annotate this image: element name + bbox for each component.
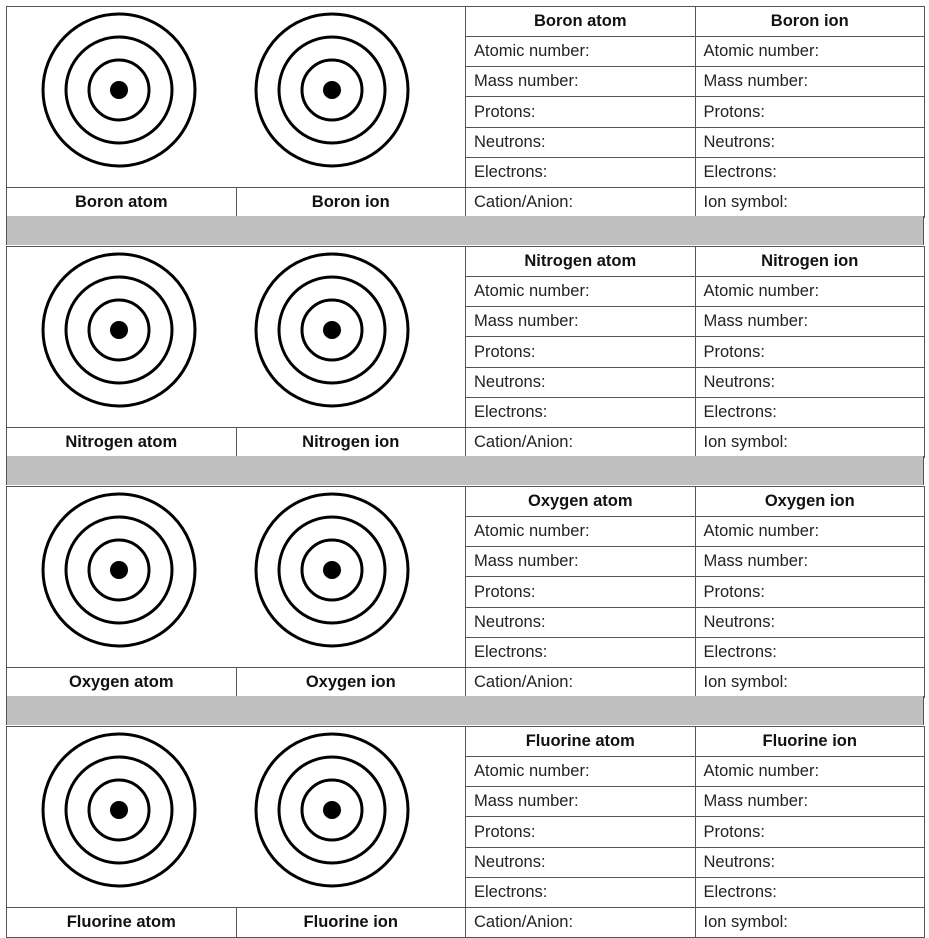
section-divider — [6, 216, 924, 245]
atom-caption: Oxygen atom — [7, 668, 237, 698]
nucleus — [110, 801, 128, 819]
atom-field-label[interactable]: Mass number: — [466, 67, 696, 97]
atom-field-label[interactable]: Neutrons: — [466, 367, 696, 397]
ion-field-label[interactable]: Protons: — [695, 577, 925, 607]
atom-field-label[interactable]: Protons: — [466, 817, 696, 847]
nucleus — [323, 801, 341, 819]
element-section — [6, 486, 924, 696]
atom-field-label[interactable]: Atomic number: — [466, 277, 696, 307]
ion-field-label[interactable]: Neutrons: — [695, 367, 925, 397]
cation-anion-field[interactable]: Cation/Anion: — [466, 188, 696, 218]
atom-column-header: Oxygen atom — [466, 487, 696, 517]
cation-anion-field[interactable]: Cation/Anion: — [466, 668, 696, 698]
ion-field-label[interactable]: Neutrons: — [695, 127, 925, 157]
ion-column-header: Boron ion — [695, 7, 925, 37]
atom-field-label[interactable]: Protons: — [466, 97, 696, 127]
atom-field-label[interactable]: Electrons: — [466, 397, 696, 427]
cation-anion-field[interactable]: Cation/Anion: — [466, 908, 696, 938]
atom-field-label[interactable]: Atomic number: — [466, 37, 696, 67]
ion-field-label[interactable]: Atomic number: — [695, 37, 925, 67]
element-section — [6, 6, 924, 216]
nucleus — [110, 81, 128, 99]
atom-field-label[interactable]: Neutrons: — [466, 127, 696, 157]
ion-field-label[interactable]: Electrons: — [695, 877, 925, 907]
ion-symbol-field[interactable]: Ion symbol: — [695, 668, 925, 698]
nucleus — [110, 561, 128, 579]
element-section — [6, 246, 924, 456]
ion-symbol-field[interactable]: Ion symbol: — [695, 428, 925, 458]
ion-bohr-diagram — [256, 254, 408, 406]
ion-symbol-field[interactable]: Ion symbol: — [695, 188, 925, 218]
nucleus — [323, 81, 341, 99]
atom-bohr-diagram — [43, 494, 195, 646]
cation-anion-field[interactable]: Cation/Anion: — [466, 428, 696, 458]
ion-field-label[interactable]: Atomic number: — [695, 517, 925, 547]
ion-field-label[interactable]: Neutrons: — [695, 847, 925, 877]
ion-field-label[interactable]: Mass number: — [695, 67, 925, 97]
ion-field-label[interactable]: Protons: — [695, 97, 925, 127]
ion-caption: Fluorine ion — [236, 908, 466, 938]
bohr-diagrams — [6, 726, 465, 906]
ion-caption: Nitrogen ion — [236, 428, 466, 458]
ion-bohr-diagram — [256, 734, 408, 886]
ion-field-label[interactable]: Protons: — [695, 337, 925, 367]
atom-field-label[interactable]: Protons: — [466, 577, 696, 607]
ion-field-label[interactable]: Atomic number: — [695, 277, 925, 307]
ion-column-header: Fluorine ion — [695, 727, 925, 757]
nucleus — [323, 561, 341, 579]
atom-field-label[interactable]: Electrons: — [466, 157, 696, 187]
atom-field-label[interactable]: Neutrons: — [466, 607, 696, 637]
ion-field-label[interactable]: Atomic number: — [695, 757, 925, 787]
element-section — [6, 726, 924, 936]
ion-field-label[interactable]: Mass number: — [695, 547, 925, 577]
ion-column-header: Oxygen ion — [695, 487, 925, 517]
nucleus — [110, 321, 128, 339]
atom-field-label[interactable]: Mass number: — [466, 787, 696, 817]
bohr-diagrams — [6, 246, 465, 426]
atom-field-label[interactable]: Electrons: — [466, 877, 696, 907]
atom-bohr-diagram — [43, 254, 195, 406]
ion-field-label[interactable]: Mass number: — [695, 787, 925, 817]
atom-field-label[interactable]: Atomic number: — [466, 757, 696, 787]
ion-bohr-diagram — [256, 494, 408, 646]
atom-bohr-diagram — [43, 734, 195, 886]
nucleus — [323, 321, 341, 339]
atom-column-header: Fluorine atom — [466, 727, 696, 757]
ion-field-label[interactable]: Protons: — [695, 817, 925, 847]
atom-field-label[interactable]: Mass number: — [466, 307, 696, 337]
section-divider — [6, 456, 924, 485]
ion-bohr-diagram — [256, 14, 408, 166]
ion-column-header: Nitrogen ion — [695, 247, 925, 277]
ion-field-label[interactable]: Electrons: — [695, 397, 925, 427]
ion-field-label[interactable]: Electrons: — [695, 157, 925, 187]
atom-caption: Nitrogen atom — [7, 428, 237, 458]
ion-field-label[interactable]: Neutrons: — [695, 607, 925, 637]
ion-field-label[interactable]: Electrons: — [695, 637, 925, 667]
atom-column-header: Nitrogen atom — [466, 247, 696, 277]
atom-bohr-diagram — [43, 14, 195, 166]
atom-field-label[interactable]: Atomic number: — [466, 517, 696, 547]
bohr-diagrams — [6, 486, 465, 666]
ion-caption: Boron ion — [236, 188, 466, 218]
atom-caption: Boron atom — [7, 188, 237, 218]
section-divider — [6, 696, 924, 725]
bohr-diagrams — [6, 6, 465, 186]
atom-field-label[interactable]: Mass number: — [466, 547, 696, 577]
ion-field-label[interactable]: Mass number: — [695, 307, 925, 337]
atom-field-label[interactable]: Electrons: — [466, 637, 696, 667]
atom-caption: Fluorine atom — [7, 908, 237, 938]
atom-field-label[interactable]: Protons: — [466, 337, 696, 367]
ion-symbol-field[interactable]: Ion symbol: — [695, 908, 925, 938]
ion-caption: Oxygen ion — [236, 668, 466, 698]
atom-field-label[interactable]: Neutrons: — [466, 847, 696, 877]
atom-column-header: Boron atom — [466, 7, 696, 37]
